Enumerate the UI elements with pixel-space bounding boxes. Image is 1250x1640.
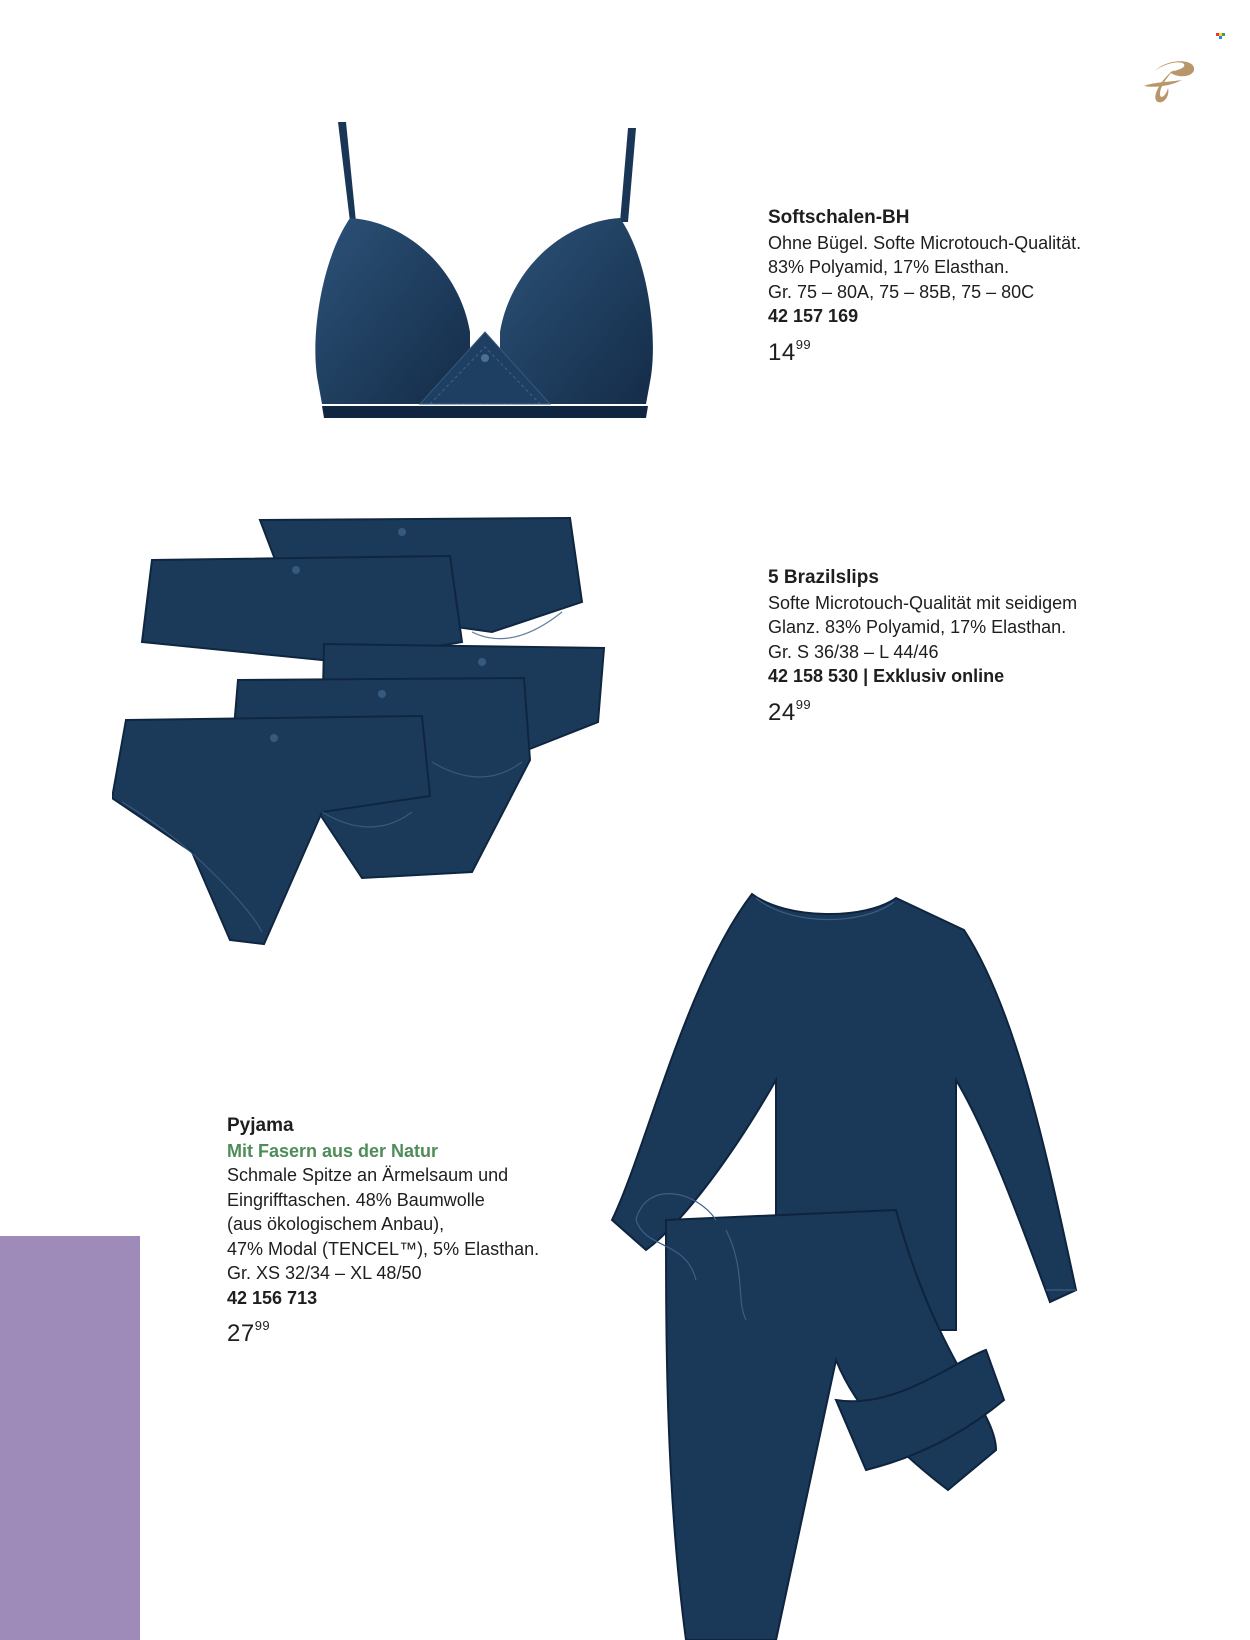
- slips-desc-line: Softe Microtouch-Qualität mit seidigem: [768, 592, 1078, 613]
- color-dots-icon: [1216, 33, 1226, 40]
- bra-info: [768, 206, 1081, 365]
- bra-image: [310, 122, 670, 422]
- pyjama-desc-line: (aus ökologischem Anbau),: [227, 1214, 445, 1234]
- price-main: 27: [227, 1320, 255, 1347]
- slips-sku: 42 158 530 | Exklusiv online: [768, 666, 1005, 686]
- slips-title: 5 Brazilslips: [768, 567, 879, 588]
- bra-desc-line: 83% Polyamid, 17% Elasthan.: [768, 257, 1010, 277]
- bra-price: [768, 335, 1081, 366]
- price-main: 14: [768, 338, 796, 366]
- slips-desc-line: Glanz. 83% Polyamid, 17% Elasthan.: [768, 617, 1067, 637]
- pyjama-info: [227, 1114, 539, 1347]
- slips-desc-line: Gr. S 36/38 – L 44/46: [768, 641, 939, 662]
- slips-info: [768, 566, 1077, 725]
- pyjama-desc-line: Schmale Spitze an Ärmelsaum und: [227, 1165, 509, 1185]
- price-cents: 99: [795, 696, 812, 712]
- slips-image: [112, 512, 612, 952]
- price-cents: 99: [254, 1318, 271, 1333]
- slips-price: [768, 695, 1077, 726]
- purple-side-bar: [0, 1236, 140, 1640]
- bra-sku: 42 157 169: [768, 306, 859, 326]
- bra-desc-line: Ohne Bügel. Softe Microtouch-Qualität.: [768, 232, 1082, 253]
- pyjama-desc-line: 47% Modal (TENCEL™), 5% Elasthan.: [227, 1238, 540, 1259]
- pyjama-image: [576, 890, 1116, 1640]
- pyjama-subtitle: Mit Fasern aus der Natur: [227, 1140, 439, 1161]
- pyjama-desc-line: Gr. XS 32/34 – XL 48/50: [227, 1263, 422, 1283]
- pyjama-sku: 42 156 713: [227, 1287, 318, 1308]
- bra-desc-line: Gr. 75 – 80A, 75 – 85B, 75 – 80C: [768, 281, 1035, 302]
- bra-title: Softschalen-BH: [768, 207, 910, 228]
- pyjama-desc-line: Eingrifftaschen. 48% Baumwolle: [227, 1189, 485, 1210]
- price-cents: 99: [795, 336, 812, 352]
- tchibo-logo-icon: [1140, 52, 1200, 112]
- pyjama-price: [227, 1316, 539, 1347]
- price-main: 24: [768, 698, 796, 726]
- pyjama-title: Pyjama: [227, 1115, 294, 1136]
